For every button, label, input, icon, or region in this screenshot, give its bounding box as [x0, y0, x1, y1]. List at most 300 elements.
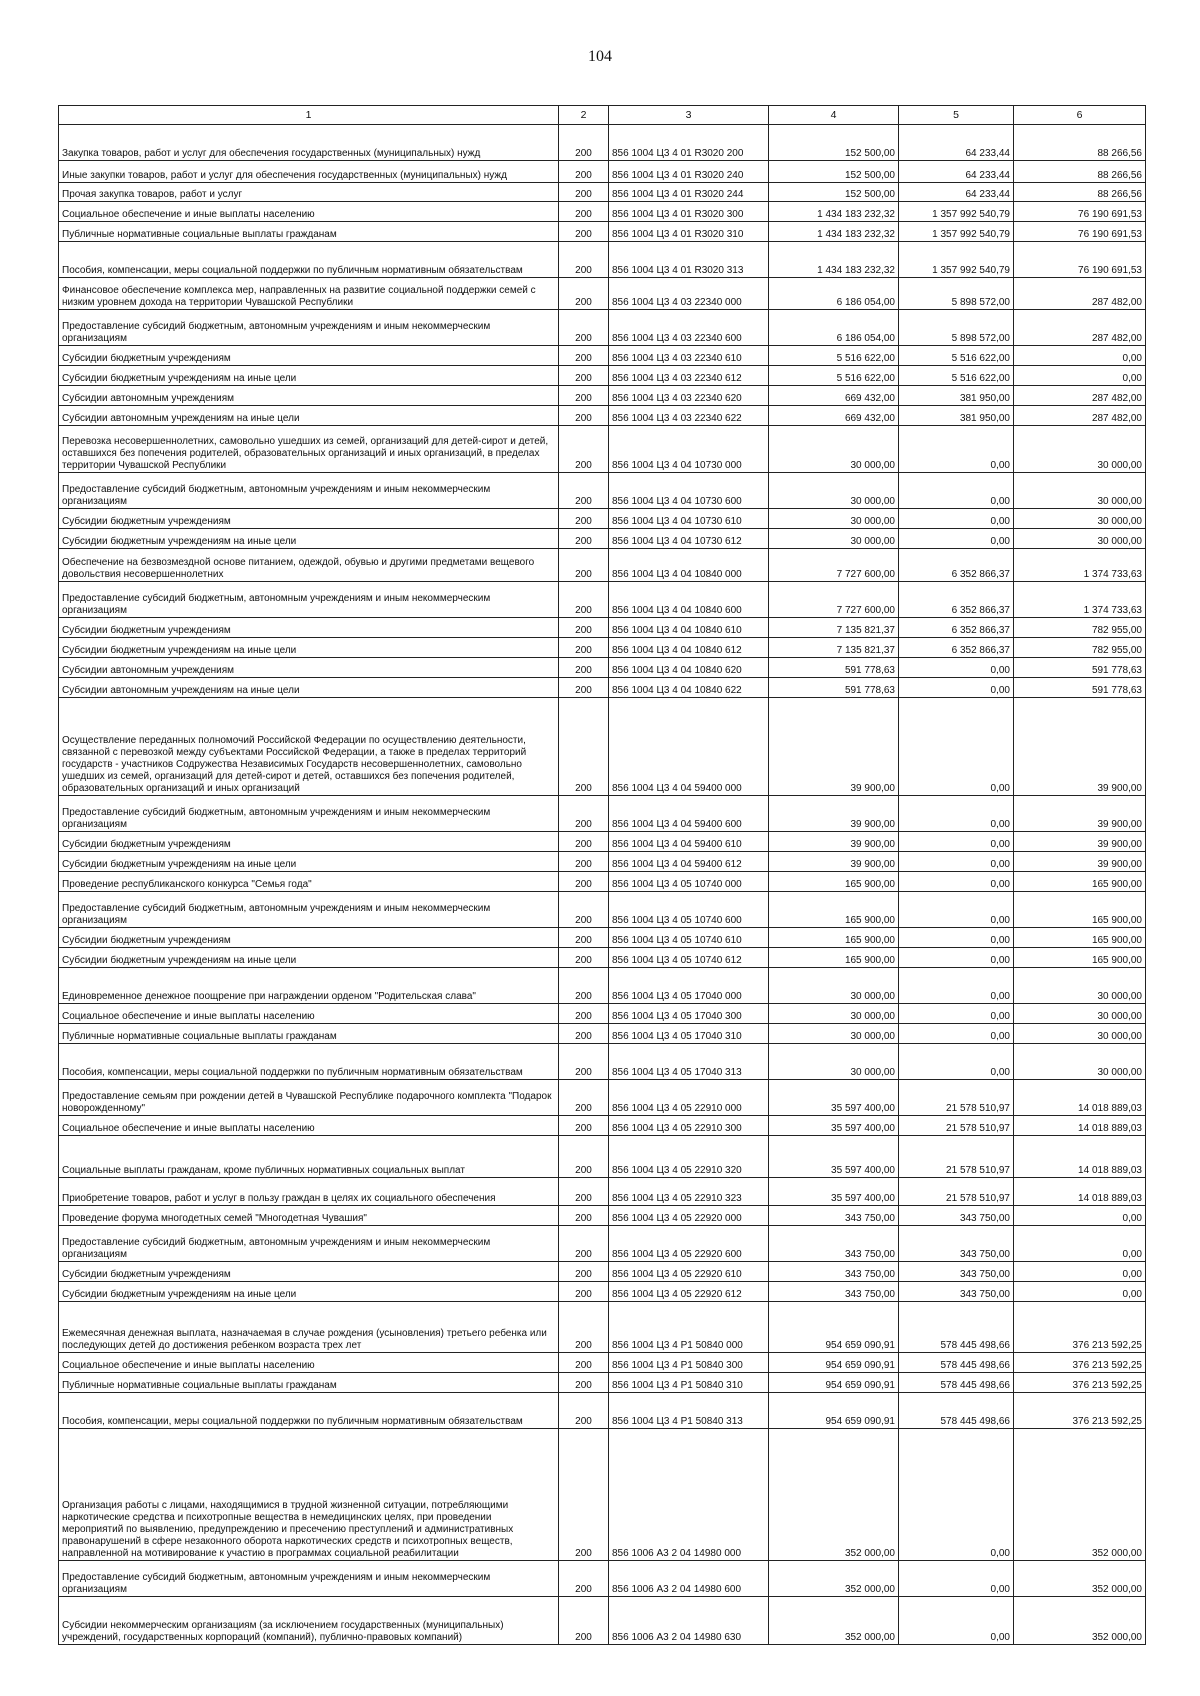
- row-name: Единовременное денежное поощрение при награждении орденом "Родительская слава": [59, 968, 559, 1004]
- row-value-6: 376 213 592,25: [1014, 1302, 1146, 1353]
- row-name: Субсидии бюджетным учреждениям на иные цели: [59, 1282, 559, 1302]
- table-row: [59, 406, 1146, 426]
- table-row: [59, 1373, 1146, 1393]
- row-value-6: 0,00: [1014, 346, 1146, 366]
- row-code: 200: [559, 1373, 609, 1393]
- row-value-4: 35 597 400,00: [769, 1116, 899, 1136]
- row-value-5: 1 357 992 540,79: [899, 222, 1014, 242]
- row-code: 200: [559, 125, 609, 161]
- row-value-4: 35 597 400,00: [769, 1080, 899, 1116]
- row-code: 200: [559, 1178, 609, 1206]
- row-value-5: 6 352 866,37: [899, 618, 1014, 638]
- row-name: Субсидии автономным учреждениям: [59, 386, 559, 406]
- table-row: [59, 638, 1146, 658]
- table-row: [59, 1282, 1146, 1302]
- row-value-5: 343 750,00: [899, 1226, 1014, 1262]
- row-value-5: 21 578 510,97: [899, 1178, 1014, 1206]
- row-value-5: 0,00: [899, 796, 1014, 832]
- row-value-6: 0,00: [1014, 366, 1146, 386]
- row-code: 200: [559, 948, 609, 968]
- row-code: 200: [559, 183, 609, 202]
- row-value-4: 343 750,00: [769, 1282, 899, 1302]
- row-budget-code: 856 1004 Ц3 4 03 22340 620: [609, 386, 769, 406]
- row-value-4: 954 659 090,91: [769, 1353, 899, 1373]
- row-budget-code: 856 1004 Ц3 4 04 59400 000: [609, 698, 769, 796]
- row-value-6: 352 000,00: [1014, 1561, 1146, 1597]
- table-row: [59, 948, 1146, 968]
- row-budget-code: 856 1004 Ц3 4 05 10740 000: [609, 872, 769, 892]
- row-value-5: 21 578 510,97: [899, 1136, 1014, 1178]
- row-value-4: 7 727 600,00: [769, 582, 899, 618]
- row-value-4: 152 500,00: [769, 183, 899, 202]
- row-code: 200: [559, 1302, 609, 1353]
- row-value-5: 0,00: [899, 1561, 1014, 1597]
- table-row: [59, 386, 1146, 406]
- row-budget-code: 856 1004 Ц3 4 05 22920 612: [609, 1282, 769, 1302]
- table-row: [59, 1226, 1146, 1262]
- table-row: [59, 928, 1146, 948]
- row-name: Пособия, компенсации, меры социальной поддержки по публичным нормативным обязательствам: [59, 1044, 559, 1080]
- row-value-4: 165 900,00: [769, 872, 899, 892]
- table-row: [59, 1302, 1146, 1353]
- row-value-5: 0,00: [899, 529, 1014, 549]
- row-budget-code: 856 1004 Ц3 4 03 22340 600: [609, 310, 769, 346]
- row-value-5: 64 233,44: [899, 161, 1014, 183]
- row-value-4: 669 432,00: [769, 386, 899, 406]
- row-value-6: 287 482,00: [1014, 406, 1146, 426]
- row-value-4: 343 750,00: [769, 1262, 899, 1282]
- row-name: Предоставление субсидий бюджетным, автономным учреждениям и иным некоммерческим организациям: [59, 1561, 559, 1597]
- table-row: [59, 1393, 1146, 1429]
- row-code: 200: [559, 1024, 609, 1044]
- row-name: Пособия, компенсации, меры социальной поддержки по публичным нормативным обязательствам: [59, 1393, 559, 1429]
- row-value-6: 30 000,00: [1014, 1004, 1146, 1024]
- row-name: Предоставление субсидий бюджетным, автономным учреждениям и иным некоммерческим организациям: [59, 473, 559, 509]
- row-budget-code: 856 1004 Ц3 4 01 R3020 313: [609, 242, 769, 278]
- row-value-4: 6 186 054,00: [769, 278, 899, 310]
- row-value-5: 578 445 498,66: [899, 1393, 1014, 1429]
- row-code: 200: [559, 161, 609, 183]
- row-name: Субсидии бюджетным учреждениям на иные цели: [59, 852, 559, 872]
- row-value-5: 6 352 866,37: [899, 582, 1014, 618]
- row-value-5: 64 233,44: [899, 125, 1014, 161]
- row-code: 200: [559, 678, 609, 698]
- row-code: 200: [559, 928, 609, 948]
- row-name: Субсидии бюджетным учреждениям: [59, 1262, 559, 1282]
- row-value-5: 5 516 622,00: [899, 346, 1014, 366]
- row-budget-code: 856 1004 Ц3 4 04 10840 622: [609, 678, 769, 698]
- row-value-6: 39 900,00: [1014, 832, 1146, 852]
- row-code: 200: [559, 473, 609, 509]
- row-value-6: 30 000,00: [1014, 1024, 1146, 1044]
- row-value-6: 76 190 691,53: [1014, 202, 1146, 222]
- row-budget-code: 856 1004 Ц3 4 03 22340 622: [609, 406, 769, 426]
- row-value-4: 30 000,00: [769, 426, 899, 473]
- row-budget-code: 856 1004 Ц3 4 05 17040 300: [609, 1004, 769, 1024]
- row-value-5: 343 750,00: [899, 1282, 1014, 1302]
- row-value-4: 30 000,00: [769, 473, 899, 509]
- row-name: Субсидии бюджетным учреждениям: [59, 509, 559, 529]
- row-budget-code: 856 1006 А3 2 04 14980 000: [609, 1429, 769, 1561]
- row-value-6: 30 000,00: [1014, 509, 1146, 529]
- row-name: Приобретение товаров, работ и услуг в пользу граждан в целях их социального обеспечения: [59, 1178, 559, 1206]
- row-value-6: 165 900,00: [1014, 892, 1146, 928]
- row-value-5: 1 357 992 540,79: [899, 242, 1014, 278]
- row-budget-code: 856 1004 Ц3 4 P1 50840 310: [609, 1373, 769, 1393]
- row-value-6: 165 900,00: [1014, 872, 1146, 892]
- row-value-5: 578 445 498,66: [899, 1373, 1014, 1393]
- row-value-4: 591 778,63: [769, 678, 899, 698]
- table-row: [59, 310, 1146, 346]
- header-col-4: 4: [769, 106, 899, 125]
- row-code: 200: [559, 346, 609, 366]
- row-code: 200: [559, 1206, 609, 1226]
- row-budget-code: 856 1006 А3 2 04 14980 600: [609, 1561, 769, 1597]
- header-col-2: 2: [559, 106, 609, 125]
- header-col-6: 6: [1014, 106, 1146, 125]
- row-value-5: 343 750,00: [899, 1262, 1014, 1282]
- table-row: [59, 202, 1146, 222]
- row-value-5: 343 750,00: [899, 1206, 1014, 1226]
- table-row: [59, 1136, 1146, 1178]
- row-value-6: 76 190 691,53: [1014, 242, 1146, 278]
- table-row: [59, 473, 1146, 509]
- table-row: [59, 852, 1146, 872]
- table-row: [59, 529, 1146, 549]
- row-value-5: 381 950,00: [899, 386, 1014, 406]
- table-row: [59, 796, 1146, 832]
- row-value-4: 7 135 821,37: [769, 618, 899, 638]
- row-value-6: 39 900,00: [1014, 698, 1146, 796]
- row-budget-code: 856 1004 Ц3 4 05 17040 313: [609, 1044, 769, 1080]
- row-budget-code: 856 1004 Ц3 4 03 22340 610: [609, 346, 769, 366]
- row-value-5: 0,00: [899, 473, 1014, 509]
- row-name: Предоставление субсидий бюджетным, автономным учреждениям и иным некоммерческим организациям: [59, 796, 559, 832]
- row-value-6: 30 000,00: [1014, 529, 1146, 549]
- row-name: Ежемесячная денежная выплата, назначаемая в случае рождения (усыновления) третьего ребенка или последующих детей до достижения ребенком возраста трех лет: [59, 1302, 559, 1353]
- row-value-4: 39 900,00: [769, 852, 899, 872]
- row-code: 200: [559, 1116, 609, 1136]
- row-budget-code: 856 1004 Ц3 4 01 R3020 240: [609, 161, 769, 183]
- row-budget-code: 856 1004 Ц3 4 04 10840 610: [609, 618, 769, 638]
- row-code: 200: [559, 892, 609, 928]
- row-name: Субсидии бюджетным учреждениям на иные цели: [59, 529, 559, 549]
- row-value-5: 0,00: [899, 1597, 1014, 1645]
- row-value-6: 0,00: [1014, 1262, 1146, 1282]
- row-value-6: 165 900,00: [1014, 948, 1146, 968]
- row-budget-code: 856 1004 Ц3 4 05 10740 610: [609, 928, 769, 948]
- row-value-4: 6 186 054,00: [769, 310, 899, 346]
- table-row: [59, 1353, 1146, 1373]
- table-row: [59, 658, 1146, 678]
- row-name: Субсидии автономным учреждениям: [59, 658, 559, 678]
- row-value-4: 1 434 183 232,32: [769, 242, 899, 278]
- row-value-6: 287 482,00: [1014, 310, 1146, 346]
- table-row: [59, 366, 1146, 386]
- row-value-5: 0,00: [899, 1044, 1014, 1080]
- table-body: [59, 125, 1146, 1645]
- row-value-4: 39 900,00: [769, 796, 899, 832]
- row-code: 200: [559, 1080, 609, 1116]
- table-row: [59, 346, 1146, 366]
- row-budget-code: 856 1004 Ц3 4 P1 50840 300: [609, 1353, 769, 1373]
- row-value-6: 376 213 592,25: [1014, 1393, 1146, 1429]
- row-value-5: 0,00: [899, 872, 1014, 892]
- table-row: [59, 1178, 1146, 1206]
- row-code: 200: [559, 638, 609, 658]
- row-value-4: 165 900,00: [769, 948, 899, 968]
- table-row: [59, 832, 1146, 852]
- row-budget-code: 856 1004 Ц3 4 04 10840 600: [609, 582, 769, 618]
- table-row: [59, 678, 1146, 698]
- row-value-6: 14 018 889,03: [1014, 1080, 1146, 1116]
- row-value-6: 88 266,56: [1014, 125, 1146, 161]
- row-value-4: 343 750,00: [769, 1226, 899, 1262]
- row-code: 200: [559, 426, 609, 473]
- row-value-6: 76 190 691,53: [1014, 222, 1146, 242]
- row-name: Обеспечение на безвозмездной основе питанием, одеждой, обувью и другими предметами вещевого довольствия несовершеннолетних: [59, 549, 559, 582]
- row-name: Организация работы с лицами, находящимися в трудной жизненной ситуации, потребляющими наркотические средства и психотропные вещества в немедицинских целях, при проведении мероприятий по выявлению, предупреждению и пресечению преступлений и административных правонарушений в сфере незаконного оборота наркотических средств и психотропных веществ, направленной на мотивирование к участию в программах социальной реабилитации: [59, 1429, 559, 1561]
- row-code: 200: [559, 222, 609, 242]
- row-value-6: 287 482,00: [1014, 386, 1146, 406]
- row-value-5: 5 898 572,00: [899, 310, 1014, 346]
- row-value-6: 376 213 592,25: [1014, 1353, 1146, 1373]
- row-budget-code: 856 1004 Ц3 4 05 22910 000: [609, 1080, 769, 1116]
- row-budget-code: 856 1004 Ц3 4 05 22920 000: [609, 1206, 769, 1226]
- row-budget-code: 856 1004 Ц3 4 04 10840 620: [609, 658, 769, 678]
- row-name: Публичные нормативные социальные выплаты гражданам: [59, 1373, 559, 1393]
- table-row: [59, 183, 1146, 202]
- row-name: Социальное обеспечение и иные выплаты населению: [59, 1116, 559, 1136]
- row-value-5: 0,00: [899, 509, 1014, 529]
- row-budget-code: 856 1004 Ц3 4 04 59400 610: [609, 832, 769, 852]
- row-value-4: 165 900,00: [769, 892, 899, 928]
- row-value-6: 14 018 889,03: [1014, 1136, 1146, 1178]
- row-code: 200: [559, 1597, 609, 1645]
- row-code: 200: [559, 1226, 609, 1262]
- row-budget-code: 856 1004 Ц3 4 04 59400 612: [609, 852, 769, 872]
- row-value-5: 21 578 510,97: [899, 1116, 1014, 1136]
- row-code: 200: [559, 1429, 609, 1561]
- row-value-4: 669 432,00: [769, 406, 899, 426]
- table-row: [59, 1597, 1146, 1645]
- row-value-5: 5 516 622,00: [899, 366, 1014, 386]
- row-value-5: 64 233,44: [899, 183, 1014, 202]
- row-value-4: 1 434 183 232,32: [769, 202, 899, 222]
- row-value-5: 1 357 992 540,79: [899, 202, 1014, 222]
- row-value-5: 578 445 498,66: [899, 1302, 1014, 1353]
- row-name: Публичные нормативные социальные выплаты гражданам: [59, 1024, 559, 1044]
- row-code: 200: [559, 832, 609, 852]
- row-name: Предоставление субсидий бюджетным, автономным учреждениям и иным некоммерческим организациям: [59, 892, 559, 928]
- row-value-4: 35 597 400,00: [769, 1178, 899, 1206]
- row-code: 200: [559, 1136, 609, 1178]
- table-row: [59, 1262, 1146, 1282]
- table-row: [59, 278, 1146, 310]
- row-name: Субсидии бюджетным учреждениям на иные цели: [59, 638, 559, 658]
- row-value-6: 352 000,00: [1014, 1429, 1146, 1561]
- row-value-4: 5 516 622,00: [769, 366, 899, 386]
- row-name: Пособия, компенсации, меры социальной поддержки по публичным нормативным обязательствам: [59, 242, 559, 278]
- row-value-5: 0,00: [899, 658, 1014, 678]
- row-code: 200: [559, 529, 609, 549]
- row-code: 200: [559, 202, 609, 222]
- table-row: [59, 426, 1146, 473]
- row-code: 200: [559, 242, 609, 278]
- row-value-5: 0,00: [899, 892, 1014, 928]
- row-value-4: 30 000,00: [769, 1024, 899, 1044]
- row-name: Социальное обеспечение и иные выплаты населению: [59, 202, 559, 222]
- row-value-6: 30 000,00: [1014, 1044, 1146, 1080]
- row-budget-code: 856 1004 Ц3 4 05 17040 000: [609, 968, 769, 1004]
- table-row: [59, 872, 1146, 892]
- row-name: Иные закупки товаров, работ и услуг для обеспечения государственных (муниципальных) нужд: [59, 161, 559, 183]
- row-value-6: 88 266,56: [1014, 183, 1146, 202]
- row-budget-code: 856 1004 Ц3 4 05 10740 612: [609, 948, 769, 968]
- row-value-4: 165 900,00: [769, 928, 899, 948]
- row-value-4: 152 500,00: [769, 125, 899, 161]
- row-value-6: 0,00: [1014, 1206, 1146, 1226]
- table-row: [59, 1044, 1146, 1080]
- row-budget-code: 856 1004 Ц3 4 05 22920 600: [609, 1226, 769, 1262]
- row-code: 200: [559, 366, 609, 386]
- row-budget-code: 856 1004 Ц3 4 P1 50840 000: [609, 1302, 769, 1353]
- row-code: 200: [559, 386, 609, 406]
- row-value-4: 1 434 183 232,32: [769, 222, 899, 242]
- table-row: [59, 161, 1146, 183]
- row-value-4: 352 000,00: [769, 1429, 899, 1561]
- budget-table: [58, 105, 1146, 1645]
- row-value-4: 343 750,00: [769, 1206, 899, 1226]
- row-value-6: 88 266,56: [1014, 161, 1146, 183]
- row-value-4: 30 000,00: [769, 509, 899, 529]
- row-name: Предоставление субсидий бюджетным, автономным учреждениям и иным некоммерческим организациям: [59, 310, 559, 346]
- row-name: Субсидии бюджетным учреждениям на иные цели: [59, 366, 559, 386]
- row-budget-code: 856 1004 Ц3 4 01 R3020 244: [609, 183, 769, 202]
- row-budget-code: 856 1004 Ц3 4 01 R3020 310: [609, 222, 769, 242]
- header-col-1: 1: [59, 106, 559, 125]
- row-budget-code: 856 1004 Ц3 4 05 22920 610: [609, 1262, 769, 1282]
- row-value-6: 591 778,63: [1014, 678, 1146, 698]
- row-value-5: 5 898 572,00: [899, 278, 1014, 310]
- row-value-6: 30 000,00: [1014, 968, 1146, 1004]
- row-code: 200: [559, 1353, 609, 1373]
- row-budget-code: 856 1004 Ц3 4 04 10730 600: [609, 473, 769, 509]
- row-code: 200: [559, 1282, 609, 1302]
- table-row: [59, 509, 1146, 529]
- row-name: Перевозка несовершеннолетних, самовольно ушедших из семей, организаций для детей-сирот и детей, оставшихся без попечения родителей, образовательных организаций и иных организаций, в пределах территории Чувашской Республики: [59, 426, 559, 473]
- row-value-6: 376 213 592,25: [1014, 1373, 1146, 1393]
- row-code: 200: [559, 509, 609, 529]
- row-value-4: 39 900,00: [769, 698, 899, 796]
- header-col-5: 5: [899, 106, 1014, 125]
- table-row: [59, 1206, 1146, 1226]
- table-row: [59, 618, 1146, 638]
- row-name: Социальное обеспечение и иные выплаты населению: [59, 1004, 559, 1024]
- page-number: 104: [588, 48, 612, 65]
- row-name: Публичные нормативные социальные выплаты гражданам: [59, 222, 559, 242]
- row-value-6: 287 482,00: [1014, 278, 1146, 310]
- row-name: Проведение форума многодетных семей "Многодетная Чувашия": [59, 1206, 559, 1226]
- row-value-4: 954 659 090,91: [769, 1302, 899, 1353]
- table-row: [59, 1429, 1146, 1561]
- table-row: [59, 1004, 1146, 1024]
- table-row: [59, 1080, 1146, 1116]
- row-budget-code: 856 1006 А3 2 04 14980 630: [609, 1597, 769, 1645]
- table-row: [59, 1024, 1146, 1044]
- table-row: [59, 1116, 1146, 1136]
- row-value-4: 35 597 400,00: [769, 1136, 899, 1178]
- row-name: Закупка товаров, работ и услуг для обеспечения государственных (муниципальных) нужд: [59, 125, 559, 161]
- row-budget-code: 856 1004 Ц3 4 05 22910 320: [609, 1136, 769, 1178]
- table-row: [59, 242, 1146, 278]
- row-code: 200: [559, 1393, 609, 1429]
- row-budget-code: 856 1004 Ц3 4 04 10840 612: [609, 638, 769, 658]
- row-code: 200: [559, 1004, 609, 1024]
- row-value-6: 0,00: [1014, 1282, 1146, 1302]
- row-budget-code: 856 1004 Ц3 4 05 22910 323: [609, 1178, 769, 1206]
- row-value-5: 21 578 510,97: [899, 1080, 1014, 1116]
- row-name: Прочая закупка товаров, работ и услуг: [59, 183, 559, 202]
- row-value-5: 0,00: [899, 948, 1014, 968]
- row-name: Социальные выплаты гражданам, кроме публичных нормативных социальных выплат: [59, 1136, 559, 1178]
- row-value-5: 0,00: [899, 678, 1014, 698]
- row-code: 200: [559, 278, 609, 310]
- table-row: [59, 549, 1146, 582]
- row-value-4: 39 900,00: [769, 832, 899, 852]
- row-value-6: 1 374 733,63: [1014, 549, 1146, 582]
- row-value-5: 0,00: [899, 1429, 1014, 1561]
- row-value-5: 381 950,00: [899, 406, 1014, 426]
- row-code: 200: [559, 698, 609, 796]
- table-row: [59, 582, 1146, 618]
- row-name: Предоставление семьям при рождении детей в Чувашской Республике подарочного комплекта "Подарок новорожденному": [59, 1080, 559, 1116]
- row-code: 200: [559, 1044, 609, 1080]
- row-value-5: 0,00: [899, 698, 1014, 796]
- row-value-4: 954 659 090,91: [769, 1393, 899, 1429]
- row-name: Предоставление субсидий бюджетным, автономным учреждениям и иным некоммерческим организациям: [59, 582, 559, 618]
- row-name: Предоставление субсидий бюджетным, автономным учреждениям и иным некоммерческим организациям: [59, 1226, 559, 1262]
- row-name: Субсидии бюджетным учреждениям: [59, 346, 559, 366]
- row-value-6: 591 778,63: [1014, 658, 1146, 678]
- row-code: 200: [559, 872, 609, 892]
- row-value-5: 6 352 866,37: [899, 549, 1014, 582]
- row-budget-code: 856 1004 Ц3 4 03 22340 612: [609, 366, 769, 386]
- row-name: Субсидии автономным учреждениям на иные цели: [59, 678, 559, 698]
- table-row: [59, 222, 1146, 242]
- row-budget-code: 856 1004 Ц3 4 05 22910 300: [609, 1116, 769, 1136]
- row-budget-code: 856 1004 Ц3 4 04 10840 000: [609, 549, 769, 582]
- row-name: Финансовое обеспечение комплекса мер, направленных на развитие социальной поддержки семей с низким уровнем дохода на территории Чувашской Республики: [59, 278, 559, 310]
- row-value-4: 352 000,00: [769, 1597, 899, 1645]
- row-value-5: 0,00: [899, 852, 1014, 872]
- row-name: Социальное обеспечение и иные выплаты населению: [59, 1353, 559, 1373]
- row-value-4: 30 000,00: [769, 1044, 899, 1080]
- row-budget-code: 856 1004 Ц3 4 04 10730 610: [609, 509, 769, 529]
- table-row: [59, 968, 1146, 1004]
- row-budget-code: 856 1004 Ц3 4 01 R3020 300: [609, 202, 769, 222]
- row-code: 200: [559, 582, 609, 618]
- table-row: [59, 125, 1146, 161]
- row-value-4: 7 727 600,00: [769, 549, 899, 582]
- row-value-5: 0,00: [899, 968, 1014, 1004]
- row-value-5: 0,00: [899, 928, 1014, 948]
- row-value-5: 0,00: [899, 1004, 1014, 1024]
- row-value-6: 782 955,00: [1014, 618, 1146, 638]
- row-code: 200: [559, 618, 609, 638]
- row-code: 200: [559, 658, 609, 678]
- row-name: Субсидии бюджетным учреждениям: [59, 618, 559, 638]
